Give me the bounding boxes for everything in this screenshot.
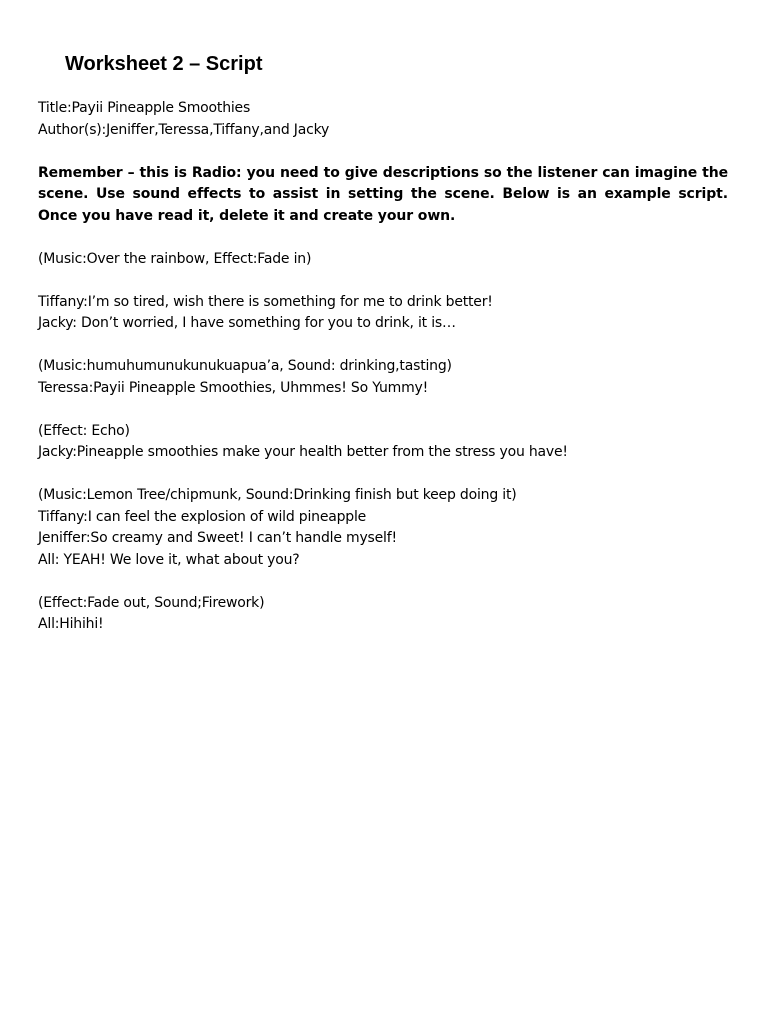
- spacer: [38, 227, 728, 249]
- script-line: (Music:humuhumunukunukuapua’a, Sound: drinking,tasting): [38, 358, 452, 374]
- script-line: (Music:Lemon Tree/chipmunk, Sound:Drinking finish but keep doing it): [38, 487, 517, 503]
- script-line: All: YEAH! We love it, what about you?: [38, 551, 300, 568]
- spacer: [38, 335, 728, 357]
- title-line: Title:Payii Pineapple Smoothies: [38, 100, 251, 116]
- worksheet-heading: Worksheet 2 – Script: [65, 53, 263, 75]
- script-line: Jacky:Pineapple smoothies make your health better from the stress you have!: [38, 444, 568, 460]
- script-line: Teressa:Payii Pineapple Smoothies, Uhmmes! So Yummy!: [38, 379, 429, 396]
- spacer: [38, 270, 728, 292]
- instructions-paragraph: Remember – this is Radio: you need to give descriptions so the listener can imagine the scene. Use sound effects to assist in setting the scene. Below is an example script. Once you have read it, delete it and create your own.: [38, 164, 728, 224]
- script-body: [38, 98, 728, 636]
- script-line: Tiffany:I can feel the explosion of wild pineapple: [38, 508, 367, 525]
- script-line: (Music:Over the rainbow, Effect:Fade in): [38, 250, 312, 267]
- spacer: [38, 464, 728, 486]
- spacer: [38, 399, 728, 421]
- script-line: (Effect: Echo): [38, 422, 130, 439]
- script-line: (Effect:Fade out, Sound;Firework): [38, 594, 265, 611]
- script-line: Tiffany:I’m so tired, wish there is something for me to drink better!: [38, 293, 493, 310]
- script-line: Jacky: Don’t worried, I have something for you to drink, it is…: [38, 315, 456, 331]
- spacer: [38, 571, 728, 593]
- script-line: All:Hihihi!: [38, 616, 104, 632]
- spacer: [38, 141, 728, 163]
- authors-line: Author(s):Jeniffer,Teressa,Tiffany,and Jacky: [38, 121, 330, 138]
- script-line: Jeniffer:So creamy and Sweet! I can’t handle myself!: [38, 530, 397, 546]
